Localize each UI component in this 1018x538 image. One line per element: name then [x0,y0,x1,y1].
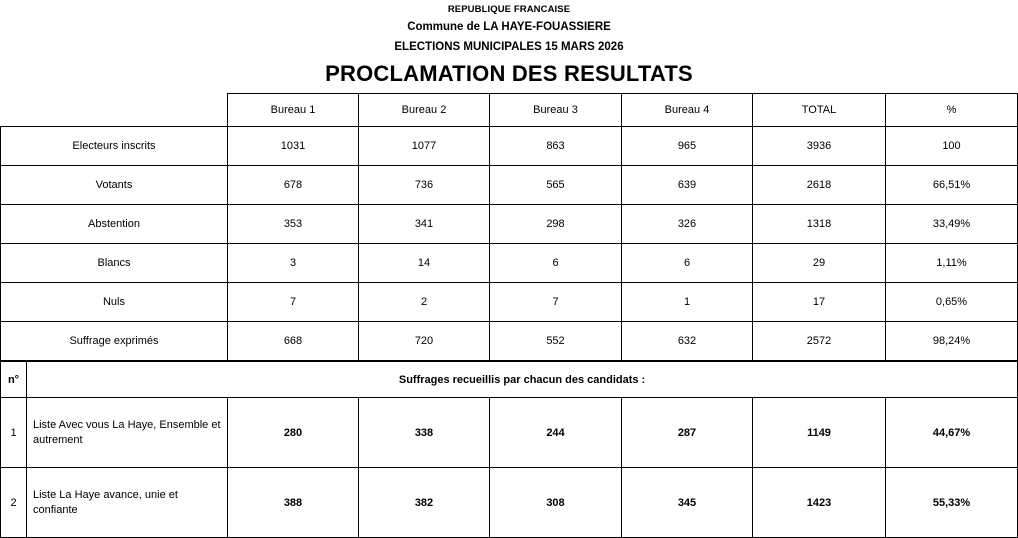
cell-nuls-bureau-1: 7 [228,283,359,322]
cell-nuls-total: 17 [753,283,886,322]
candidate-2-bureau-3: 308 [490,468,622,538]
header-blank-cell [1,94,228,127]
cell-abstention-bureau-4: 326 [622,205,753,244]
table-row [1,468,1018,538]
table-row [1,398,1018,468]
cell-votants-percent: 66,51% [886,166,1018,205]
document-header [0,0,1018,88]
candidate-1-bureau-4: 287 [622,398,753,468]
cell-electeurs-inscrits-bureau-1: 1031 [228,127,359,166]
cell-abstention-bureau-3: 298 [490,205,622,244]
row-label-abstention: Abstention [1,205,228,244]
candidate-1-bureau-1: 280 [228,398,359,468]
commune-line: Commune de LA HAYE-FOUASSIERE [407,21,611,33]
table-row [1,166,1018,205]
cell-votants-bureau-3: 565 [490,166,622,205]
table-row [1,244,1018,283]
cell-suffrage-exprimes-bureau-3: 552 [490,322,622,361]
column-header-bureau-2: Bureau 2 [359,94,490,127]
candidates-results-table [0,361,1018,538]
cell-votants-bureau-2: 736 [359,166,490,205]
cell-votants-bureau-1: 678 [228,166,359,205]
cell-electeurs-inscrits-bureau-2: 1077 [359,127,490,166]
cell-suffrage-exprimes-bureau-2: 720 [359,322,490,361]
candidate-1-name: Liste Avec vous La Haye, Ensemble et autrement [27,398,228,468]
candidates-banner-label: Suffrages recueillis par chacun des candidats : [27,362,1018,398]
cell-blancs-bureau-3: 6 [490,244,622,283]
page-title: PROCLAMATION DES RESULTATS [325,61,693,86]
candidate-2-percent: 55,33% [886,468,1018,538]
row-label-electeurs-inscrits: Electeurs inscrits [1,127,228,166]
table-row [1,283,1018,322]
candidate-2-bureau-1: 388 [228,468,359,538]
candidate-1-total: 1149 [753,398,886,468]
cell-electeurs-inscrits-percent: 100 [886,127,1018,166]
column-header-bureau-1: Bureau 1 [228,94,359,127]
column-header-percent: % [886,94,1018,127]
cell-suffrage-exprimes-percent: 98,24% [886,322,1018,361]
cell-nuls-bureau-4: 1 [622,283,753,322]
row-label-suffrage-exprimes: Suffrage exprimés [1,322,228,361]
table-header-row [1,94,1018,127]
column-header-bureau-4: Bureau 4 [622,94,753,127]
candidate-1-bureau-3: 244 [490,398,622,468]
cell-abstention-percent: 33,49% [886,205,1018,244]
cell-blancs-percent: 1,11% [886,244,1018,283]
candidates-banner-row [1,362,1018,398]
cell-blancs-bureau-1: 3 [228,244,359,283]
table-row [1,127,1018,166]
cell-votants-bureau-4: 639 [622,166,753,205]
table-row [1,205,1018,244]
cell-electeurs-inscrits-bureau-3: 863 [490,127,622,166]
cell-abstention-bureau-2: 341 [359,205,490,244]
row-label-votants: Votants [1,166,228,205]
row-label-blancs: Blancs [1,244,228,283]
column-header-bureau-3: Bureau 3 [490,94,622,127]
candidate-1-percent: 44,67% [886,398,1018,468]
republic-line: REPUBLIQUE FRANCAISE [447,4,571,15]
cell-electeurs-inscrits-bureau-4: 965 [622,127,753,166]
candidate-2-bureau-4: 345 [622,468,753,538]
cell-nuls-bureau-2: 2 [359,283,490,322]
cell-abstention-bureau-1: 353 [228,205,359,244]
cell-blancs-bureau-4: 6 [622,244,753,283]
candidate-1-bureau-2: 338 [359,398,490,468]
candidate-1-number: 1 [1,398,27,468]
candidate-2-bureau-2: 382 [359,468,490,538]
number-column-header: n° [1,362,27,398]
cell-blancs-bureau-2: 14 [359,244,490,283]
cell-nuls-bureau-3: 7 [490,283,622,322]
candidate-2-name: Liste La Haye avance, unie et confiante [27,468,228,538]
cell-suffrage-exprimes-bureau-4: 632 [622,322,753,361]
candidate-2-total: 1423 [753,468,886,538]
candidate-2-number: 2 [1,468,27,538]
cell-blancs-total: 29 [753,244,886,283]
row-label-nuls: Nuls [1,283,228,322]
cell-votants-total: 2618 [753,166,886,205]
column-header-total: TOTAL [753,94,886,127]
cell-suffrage-exprimes-bureau-1: 668 [228,322,359,361]
cell-abstention-total: 1318 [753,205,886,244]
table-row [1,322,1018,361]
cell-electeurs-inscrits-total: 3936 [753,127,886,166]
election-line: ELECTIONS MUNICIPALES 15 MARS 2026 [394,41,624,53]
cell-nuls-percent: 0,65% [886,283,1018,322]
cell-suffrage-exprimes-total: 2572 [753,322,886,361]
results-summary-table [0,93,1018,361]
